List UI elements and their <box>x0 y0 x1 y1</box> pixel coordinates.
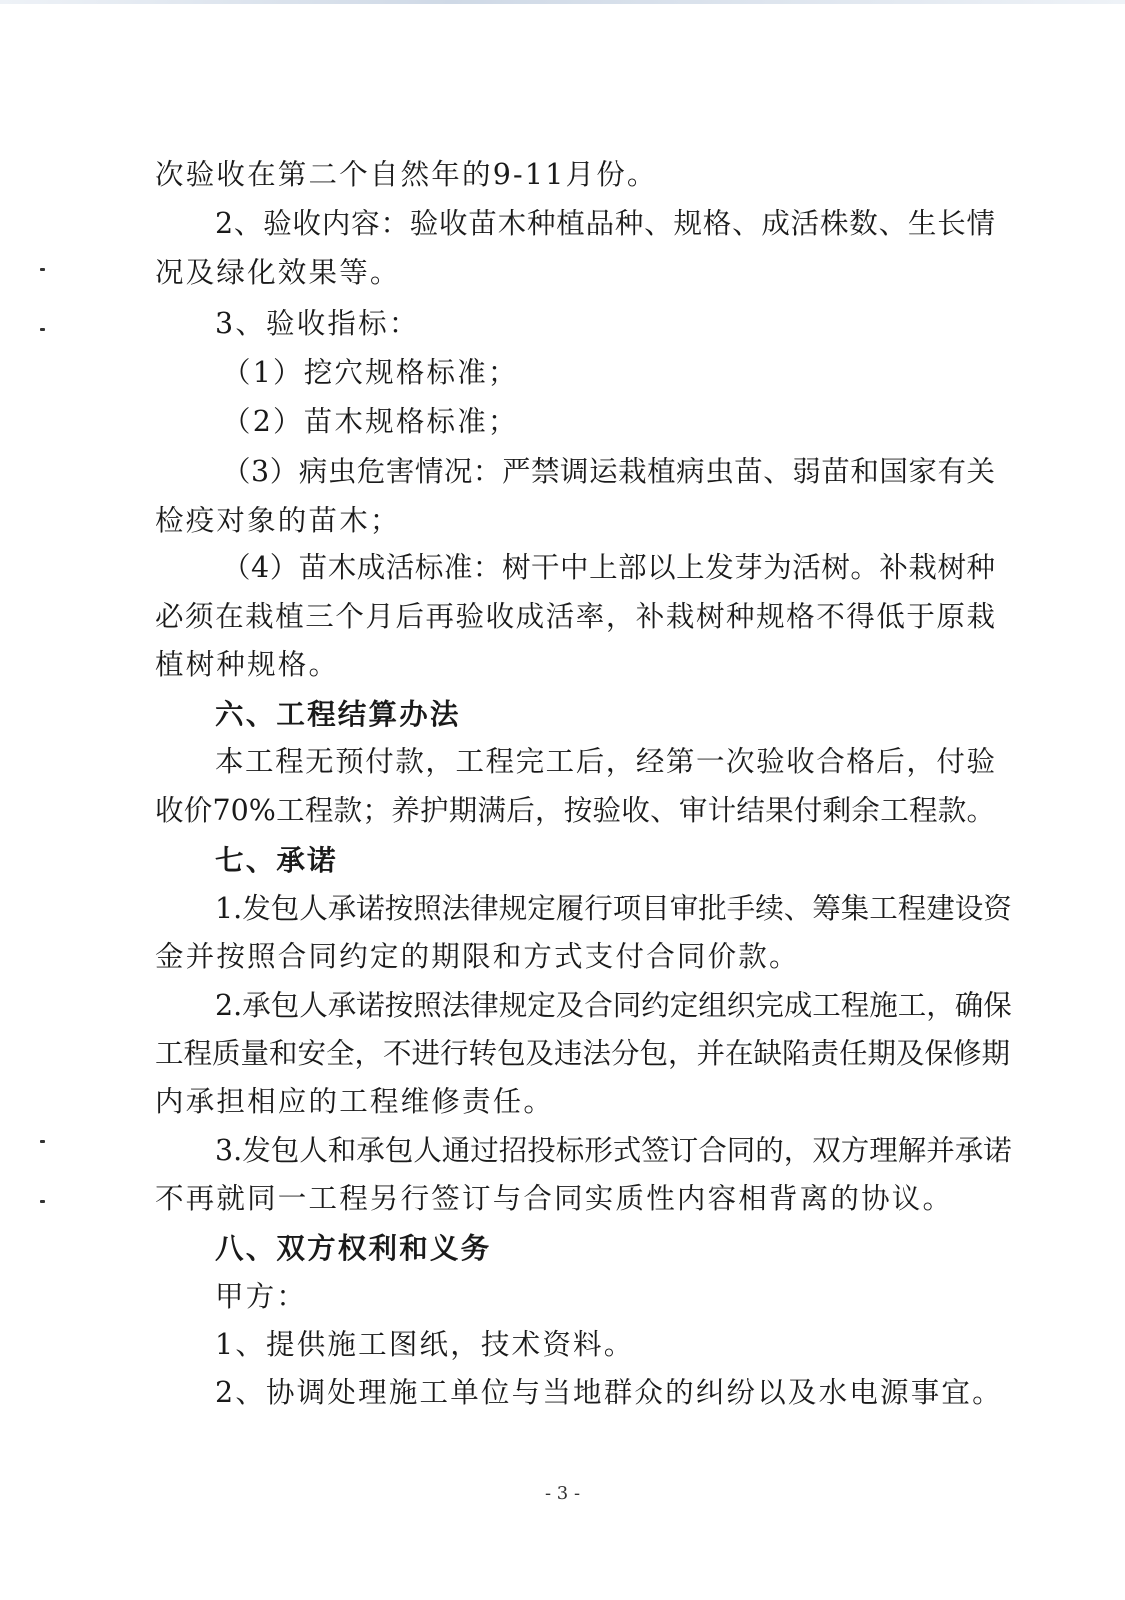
text-line: 2、协调处理施工单位与当地群众的纠纷以及水电源事宜。 <box>215 1376 1003 1409</box>
text-line: 内承担相应的工程维修责任。 <box>155 1085 555 1118</box>
text-line: 甲方： <box>215 1280 308 1313</box>
text-line: 3、验收指标： <box>215 307 420 340</box>
text-line: 2.承包人承诺按照法律规定及合同约定组织完成工程施工，确保 <box>215 989 1012 1022</box>
text-line: 检疫对象的苗木； <box>155 504 401 537</box>
text-line: 收价70%工程款；养护期满后，按验收、审计结果付剩余工程款。 <box>155 794 995 827</box>
scan-edge <box>0 0 1125 4</box>
text-line: （4）苗木成活标准：树干中上部以上发芽为活树。补栽树种 <box>222 551 995 584</box>
section-heading: 六、工程结算办法 <box>215 697 461 731</box>
text-line: （3）病虫危害情况：严禁调运栽植病虫苗、弱苗和国家有关 <box>222 455 995 488</box>
section-heading: 八、双方权利和义务 <box>215 1231 492 1265</box>
text-line: 必须在栽植三个月后再验收成活率，补栽树种规格不得低于原栽 <box>155 600 995 633</box>
section-heading: 七、承诺 <box>215 843 338 877</box>
text-line: 植树种规格。 <box>155 648 340 681</box>
scan-speck <box>40 1140 45 1143</box>
text-line: 3.发包人和承包人通过招投标形式签订合同的，双方理解并承诺 <box>215 1134 1012 1167</box>
page-number: - 3 - <box>544 1483 581 1504</box>
text-line: 1、提供施工图纸，技术资料。 <box>215 1328 635 1361</box>
text-line: 本工程无预付款，工程完工后，经第一次验收合格后，付验 <box>215 745 995 778</box>
text-line: 2、验收内容：验收苗木种植品种、规格、成活株数、生长情 <box>215 207 995 240</box>
text-line: 金并按照合同约定的期限和方式支付合同价款。 <box>155 940 800 973</box>
scan-speck <box>40 268 45 271</box>
text-line: （2）苗木规格标准； <box>222 405 519 438</box>
text-line: 次验收在第二个自然年的9-11月份。 <box>155 158 658 191</box>
text-line: 1.发包人承诺按照法律规定履行项目审批手续、筹集工程建设资 <box>215 892 1012 925</box>
scan-speck <box>40 328 45 331</box>
text-line: 工程质量和安全，不进行转包及违法分包，并在缺陷责任期及保修期 <box>155 1037 1011 1070</box>
text-line: 况及绿化效果等。 <box>155 256 401 289</box>
text-line: 不再就同一工程另行签订与合同实质性内容相背离的协议。 <box>155 1182 954 1215</box>
text-line: （1）挖穴规格标准； <box>222 356 519 389</box>
scan-speck <box>40 1200 45 1203</box>
